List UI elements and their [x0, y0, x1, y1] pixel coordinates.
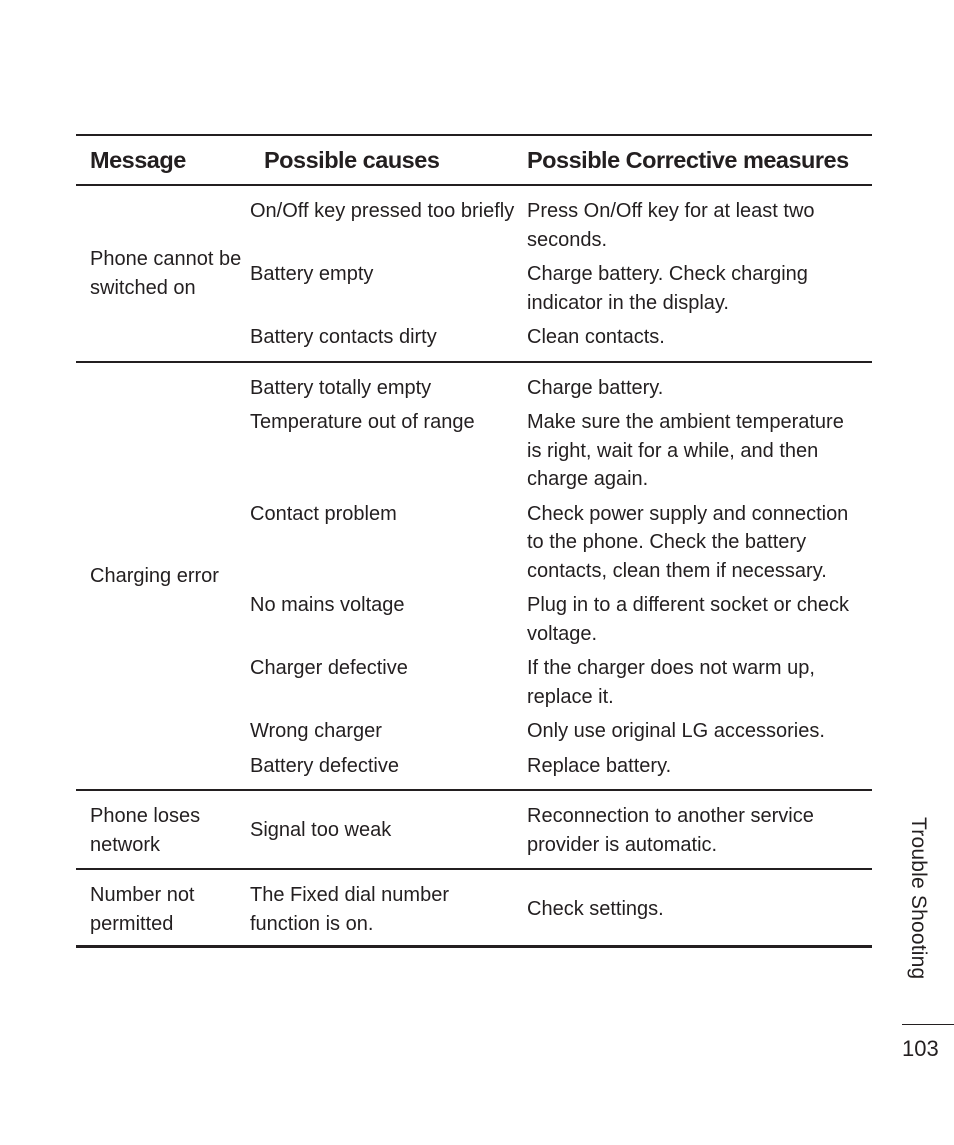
cause-cell: No mains voltage	[250, 594, 405, 616]
cause-cell: Battery contacts dirty	[250, 326, 437, 348]
header-message: Message	[90, 146, 186, 173]
table-header	[76, 136, 872, 184]
message-cell: Number not permitted	[90, 883, 195, 935]
table-row	[76, 363, 872, 790]
measure-cell: Check settings.	[527, 898, 664, 921]
measure-cell: Make sure the ambient temperature is right, wait for a while, and then charge again.	[527, 411, 844, 490]
row-divider	[76, 945, 872, 948]
page-number-rule	[902, 1024, 954, 1025]
cause-cell: Battery defective	[250, 754, 399, 777]
measure-cell: Charge battery. Check charging indicator in the display.	[527, 263, 808, 314]
message-cell: Charging error	[90, 565, 219, 588]
page-number: 103	[902, 1036, 939, 1061]
cause-cell: Signal too weak	[250, 819, 392, 842]
cause-cell: Temperature out of range	[250, 411, 475, 433]
header-possible-causes: Possible causes	[264, 146, 440, 173]
header-corrective-measures: Possible Corrective measures	[527, 146, 849, 173]
cause-cell: The Fixed dial number function is on.	[250, 884, 449, 935]
message-cell: Phone cannot be switched on	[90, 248, 242, 300]
measure-cell: If the charger does not warm up, replace it.	[527, 657, 815, 708]
message-cell: Phone loses network	[90, 804, 201, 856]
troubleshooting-table	[76, 134, 872, 948]
cause-cell: On/Off key pressed too briefly	[250, 200, 515, 222]
cause-cell: Wrong charger	[250, 720, 382, 742]
measure-cell: Reconnection to another service provider is automatic.	[527, 805, 814, 856]
cause-cell: Battery totally empty	[250, 376, 432, 399]
measure-cell: Replace battery.	[527, 754, 672, 777]
section-title: Trouble Shooting	[907, 817, 930, 980]
measure-cell: Check power supply and connection to the phone. Check the battery contacts, clean them if necessary.	[527, 502, 849, 582]
table-body	[76, 186, 872, 948]
table-row	[76, 870, 872, 945]
table-row	[76, 186, 872, 361]
table-row	[76, 791, 872, 868]
section-side-label	[898, 817, 938, 1017]
measure-cell: Press On/Off key for at least two seconds.	[527, 200, 815, 251]
measure-cell: Clean contacts.	[527, 326, 665, 348]
cause-cell: Contact problem	[250, 502, 397, 525]
measure-cell: Plug in to a different socket or check voltage.	[527, 594, 850, 645]
cause-cell: Charger defective	[250, 657, 408, 679]
cause-cell: Battery empty	[250, 263, 374, 285]
measure-cell: Only use original LG accessories.	[527, 720, 825, 742]
measure-cell: Charge battery.	[527, 376, 664, 399]
